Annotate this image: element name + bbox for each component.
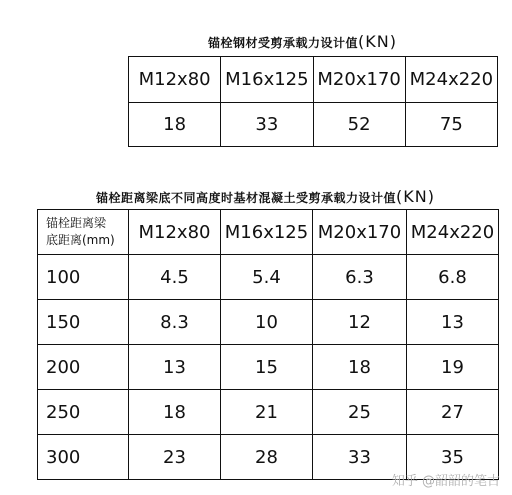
table2-cell: 21 [221,390,313,435]
table1-title-unit: (KN) [358,32,397,51]
table1-header-cell: M16x125 [221,57,313,103]
table2-cell: 27 [407,390,499,435]
table2-cell: 18 [313,345,407,390]
table1-title-text: 锚栓钢材受剪承载力设计值 [208,36,359,50]
table1-header-cell: M12x80 [129,57,221,103]
table2-cell: 10 [221,300,313,345]
table2-row [38,255,499,300]
row-label: 150 [38,300,129,345]
table2-cell: 15 [221,345,313,390]
row-label: 250 [38,390,129,435]
table1-value-cell: 52 [313,103,405,147]
table2-header-cell: M20x170 [313,210,407,255]
concrete-shear-capacity-table [37,209,499,480]
table2-row [38,345,499,390]
table2-cell: 23 [129,435,221,480]
table2-title [96,187,435,206]
corner-label-line2: 底距离(mm) [46,233,115,247]
table2-cell: 28 [221,435,313,480]
table2-header-cell: M12x80 [129,210,221,255]
table2-corner-cell [38,210,129,255]
source-watermark: 知乎 @韶韶的笔古 [391,474,500,489]
table2-cell: 18 [129,390,221,435]
table2-cell: 12 [313,300,407,345]
row-label: 200 [38,345,129,390]
table2-cell: 35 [407,435,499,480]
row-label: 100 [38,255,129,300]
table2-cell: 5.4 [221,255,313,300]
table2-cell: 6.8 [407,255,499,300]
table1-header-row [129,57,498,103]
table2-cell: 4.5 [129,255,221,300]
table2-header-cell: M24x220 [407,210,499,255]
table2-title-text: 锚栓距离梁底不同高度时基材混凝土受剪承载力设计值 [96,191,397,205]
corner-label-line1: 锚栓距离梁 [46,216,107,230]
table2-cell: 13 [407,300,499,345]
table2-cell: 25 [313,390,407,435]
table2-cell: 6.3 [313,255,407,300]
table1-value-cell: 33 [221,103,313,147]
table2-cell: 19 [407,345,499,390]
table2-header-row [38,210,499,255]
table2-row [38,300,499,345]
table2-row [38,390,499,435]
table2-cell: 8.3 [129,300,221,345]
table2-header-cell: M16x125 [221,210,313,255]
table1-value-row [129,103,498,147]
table2-cell: 13 [129,345,221,390]
table2-cell: 33 [313,435,407,480]
table1-header-cell: M20x170 [313,57,405,103]
table1-value-cell: 18 [129,103,221,147]
table1-header-cell: M24x220 [405,57,497,103]
steel-shear-capacity-table [128,56,498,147]
table1-value-cell: 75 [405,103,497,147]
table2-title-unit: (KN) [396,187,435,206]
row-label: 300 [38,435,129,480]
table1-title [208,32,397,51]
